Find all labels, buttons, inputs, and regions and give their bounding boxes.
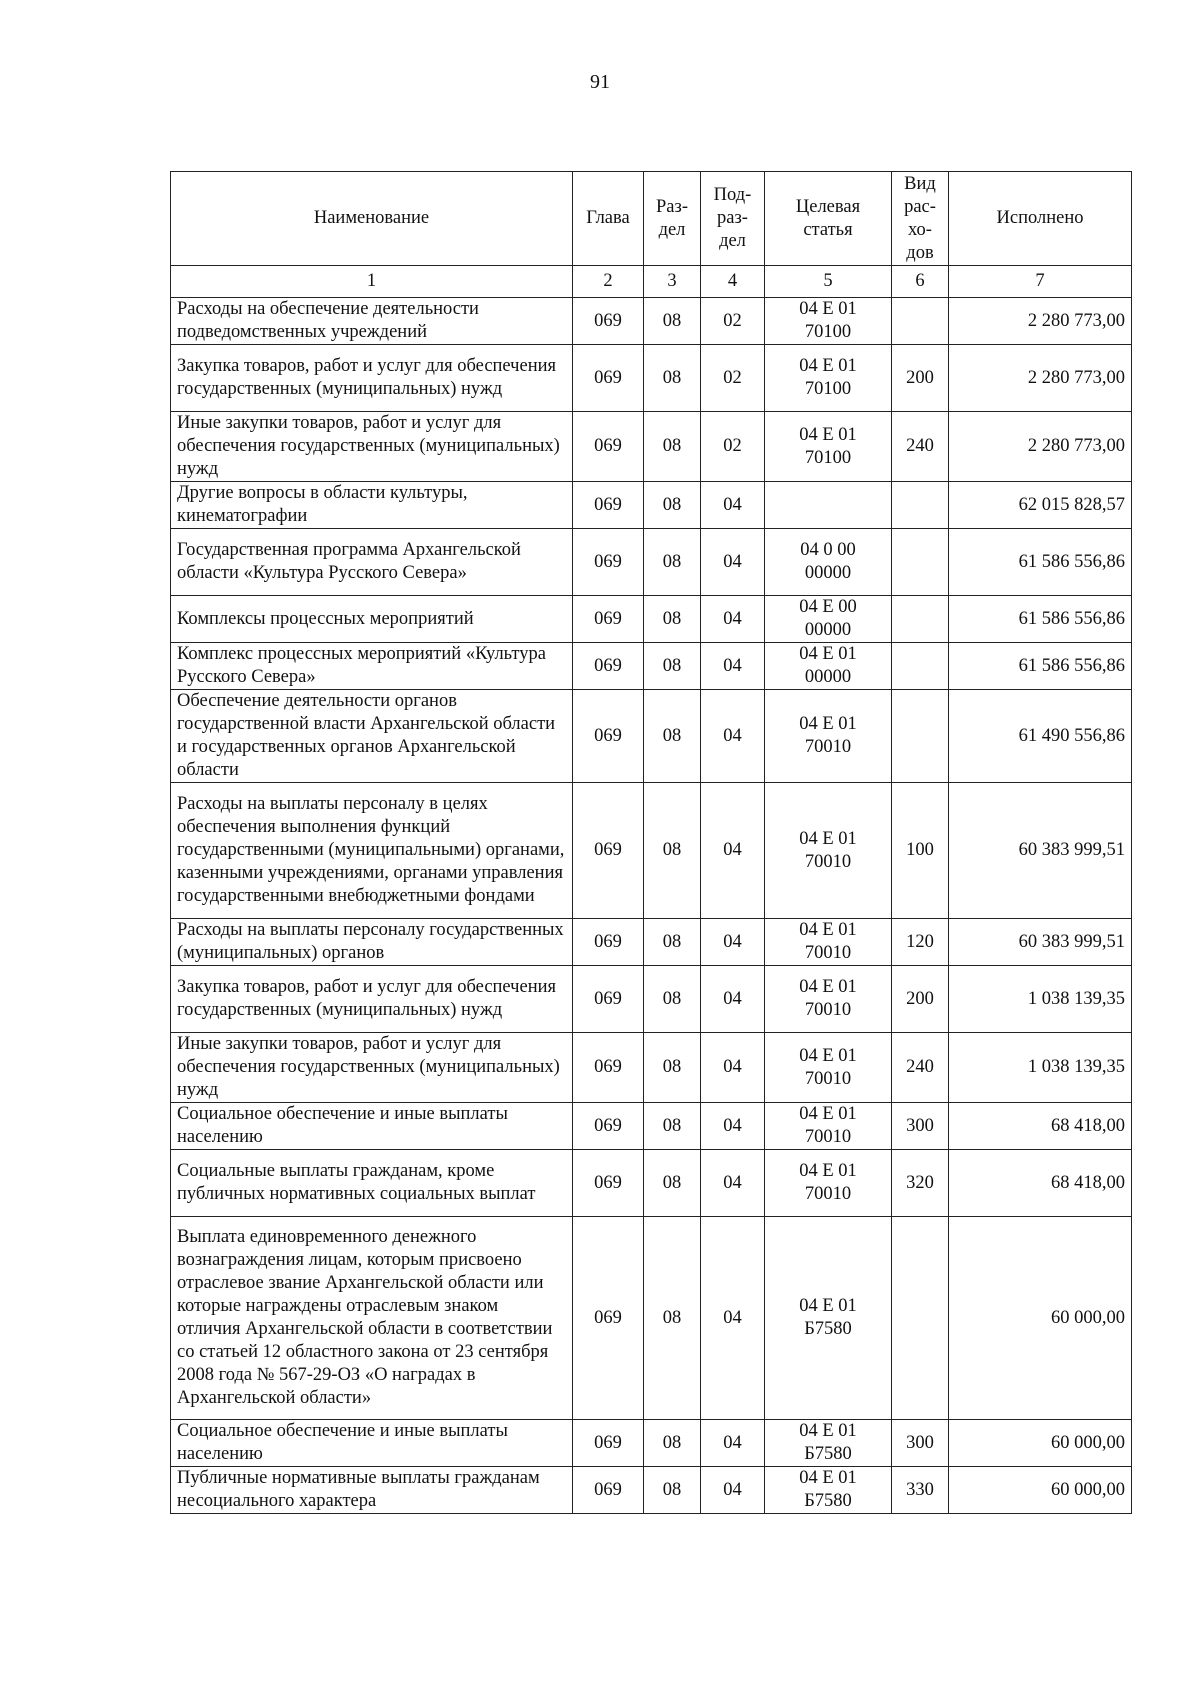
row-expense-type: 200 xyxy=(892,345,949,412)
row-section: 08 xyxy=(644,1033,701,1103)
column-number: 3 xyxy=(644,266,701,298)
row-chapter: 069 xyxy=(573,1103,644,1150)
row-chapter: 069 xyxy=(573,1420,644,1467)
row-name: Расходы на обеспечение деятельности подведомственных учреждений xyxy=(171,298,573,345)
table-row xyxy=(171,529,1132,596)
row-name: Закупка товаров, работ и услуг для обеспечения государственных (муниципальных) нужд xyxy=(171,345,573,412)
row-chapter: 069 xyxy=(573,412,644,482)
row-expense-type: 300 xyxy=(892,1420,949,1467)
row-amount: 62 015 828,57 xyxy=(949,482,1132,529)
row-amount: 2 280 773,00 xyxy=(949,345,1132,412)
table-row xyxy=(171,783,1132,919)
row-expense-type: 320 xyxy=(892,1150,949,1217)
row-expense-type xyxy=(892,298,949,345)
row-section: 08 xyxy=(644,298,701,345)
table-row xyxy=(171,1217,1132,1420)
row-target: 04 0 00 00000 xyxy=(765,529,892,596)
row-section: 08 xyxy=(644,1467,701,1514)
table-row xyxy=(171,298,1132,345)
row-chapter: 069 xyxy=(573,596,644,643)
row-expense-type xyxy=(892,596,949,643)
row-target: 04 Е 01 00000 xyxy=(765,643,892,690)
row-amount: 68 418,00 xyxy=(949,1103,1132,1150)
row-amount: 60 000,00 xyxy=(949,1420,1132,1467)
row-target: 04 Е 01 Б7580 xyxy=(765,1467,892,1514)
row-subsection: 04 xyxy=(701,1150,765,1217)
row-chapter: 069 xyxy=(573,298,644,345)
table-row xyxy=(171,1033,1132,1103)
row-name: Другие вопросы в области культуры, кинематографии xyxy=(171,482,573,529)
row-chapter: 069 xyxy=(573,1467,644,1514)
row-amount: 61 586 556,86 xyxy=(949,643,1132,690)
row-chapter: 069 xyxy=(573,690,644,783)
row-chapter: 069 xyxy=(573,783,644,919)
row-amount: 61 586 556,86 xyxy=(949,596,1132,643)
row-chapter: 069 xyxy=(573,919,644,966)
row-name: Комплекс процессных мероприятий «Культура Русского Севера» xyxy=(171,643,573,690)
column-number: 1 xyxy=(171,266,573,298)
header-name: Наименование xyxy=(171,172,573,266)
row-section: 08 xyxy=(644,596,701,643)
row-target: 04 Е 01 70010 xyxy=(765,1103,892,1150)
row-target: 04 Е 01 70010 xyxy=(765,690,892,783)
row-target: 04 Е 01 70100 xyxy=(765,412,892,482)
row-expense-type xyxy=(892,1217,949,1420)
row-target: 04 Е 01 70010 xyxy=(765,1033,892,1103)
row-section: 08 xyxy=(644,1103,701,1150)
column-number: 2 xyxy=(573,266,644,298)
row-subsection: 04 xyxy=(701,966,765,1033)
row-section: 08 xyxy=(644,1150,701,1217)
row-expense-type: 300 xyxy=(892,1103,949,1150)
row-target: 04 Е 00 00000 xyxy=(765,596,892,643)
row-section: 08 xyxy=(644,1420,701,1467)
row-target xyxy=(765,482,892,529)
row-subsection: 04 xyxy=(701,783,765,919)
row-amount: 60 000,00 xyxy=(949,1467,1132,1514)
budget-table xyxy=(170,171,1132,1514)
column-number: 7 xyxy=(949,266,1132,298)
row-section: 08 xyxy=(644,482,701,529)
row-subsection: 04 xyxy=(701,1033,765,1103)
row-expense-type: 240 xyxy=(892,1033,949,1103)
row-target: 04 Е 01 70010 xyxy=(765,1150,892,1217)
header-row xyxy=(171,172,1132,266)
row-name: Государственная программа Архангельской области «Культура Русского Севера» xyxy=(171,529,573,596)
row-expense-type xyxy=(892,482,949,529)
column-number: 4 xyxy=(701,266,765,298)
header-chapter: Глава xyxy=(573,172,644,266)
row-amount: 1 038 139,35 xyxy=(949,1033,1132,1103)
row-subsection: 04 xyxy=(701,1420,765,1467)
row-target: 04 Е 01 70010 xyxy=(765,966,892,1033)
header-executed: Исполнено xyxy=(949,172,1132,266)
table-row xyxy=(171,690,1132,783)
row-subsection: 04 xyxy=(701,529,765,596)
row-name: Закупка товаров, работ и услуг для обеспечения государственных (муниципальных) нужд xyxy=(171,966,573,1033)
row-expense-type: 120 xyxy=(892,919,949,966)
row-subsection: 04 xyxy=(701,690,765,783)
header-subsection: Под- раз- дел xyxy=(701,172,765,266)
table-body xyxy=(171,298,1132,1514)
column-number-row xyxy=(171,266,1132,298)
row-chapter: 069 xyxy=(573,966,644,1033)
table-row xyxy=(171,345,1132,412)
table-row xyxy=(171,482,1132,529)
row-chapter: 069 xyxy=(573,529,644,596)
row-section: 08 xyxy=(644,643,701,690)
row-amount: 2 280 773,00 xyxy=(949,298,1132,345)
row-amount: 68 418,00 xyxy=(949,1150,1132,1217)
row-name: Публичные нормативные выплаты гражданам несоциального характера xyxy=(171,1467,573,1514)
row-target: 04 Е 01 Б7580 xyxy=(765,1420,892,1467)
row-expense-type: 240 xyxy=(892,412,949,482)
column-number: 5 xyxy=(765,266,892,298)
row-subsection: 04 xyxy=(701,643,765,690)
table-row xyxy=(171,1467,1132,1514)
row-expense-type: 330 xyxy=(892,1467,949,1514)
row-subsection: 04 xyxy=(701,482,765,529)
table-row xyxy=(171,1150,1132,1217)
row-section: 08 xyxy=(644,966,701,1033)
row-expense-type xyxy=(892,643,949,690)
row-section: 08 xyxy=(644,345,701,412)
row-amount: 1 038 139,35 xyxy=(949,966,1132,1033)
table-row xyxy=(171,1420,1132,1467)
row-subsection: 02 xyxy=(701,345,765,412)
table-row xyxy=(171,596,1132,643)
row-amount: 60 000,00 xyxy=(949,1217,1132,1420)
row-target: 04 Е 01 70100 xyxy=(765,345,892,412)
row-section: 08 xyxy=(644,1217,701,1420)
row-chapter: 069 xyxy=(573,1150,644,1217)
row-target: 04 Е 01 70100 xyxy=(765,298,892,345)
row-chapter: 069 xyxy=(573,1217,644,1420)
row-chapter: 069 xyxy=(573,1033,644,1103)
row-name: Иные закупки товаров, работ и услуг для обеспечения государственных (муниципальных) нужд xyxy=(171,412,573,482)
row-section: 08 xyxy=(644,919,701,966)
row-name: Социальные выплаты гражданам, кроме публичных нормативных социальных выплат xyxy=(171,1150,573,1217)
row-name: Расходы на выплаты персоналу в целях обеспечения выполнения функций государственными (муниципальными) органами, казенными учреждениями, органами управления государственными внебюджетными фондами xyxy=(171,783,573,919)
row-section: 08 xyxy=(644,412,701,482)
row-name: Социальное обеспечение и иные выплаты населению xyxy=(171,1420,573,1467)
row-subsection: 04 xyxy=(701,1467,765,1514)
row-name: Социальное обеспечение и иные выплаты населению xyxy=(171,1103,573,1150)
row-section: 08 xyxy=(644,529,701,596)
row-name: Выплата единовременного денежного вознаграждения лицам, которым присвоено отраслевое звание Архангельской области или которые награждены отраслевым знаком отличия Архангельской области в соответствии со статьей 12 областного закона от 23 сентября 2008 года № 567-29-ОЗ «О наградах в Архангельской области» xyxy=(171,1217,573,1420)
page-number: 91 xyxy=(590,71,610,93)
row-chapter: 069 xyxy=(573,482,644,529)
row-chapter: 069 xyxy=(573,643,644,690)
row-name: Комплексы процессных мероприятий xyxy=(171,596,573,643)
row-amount: 2 280 773,00 xyxy=(949,412,1132,482)
table-row xyxy=(171,966,1132,1033)
row-expense-type xyxy=(892,690,949,783)
row-section: 08 xyxy=(644,783,701,919)
row-amount: 61 490 556,86 xyxy=(949,690,1132,783)
row-amount: 60 383 999,51 xyxy=(949,783,1132,919)
row-amount: 60 383 999,51 xyxy=(949,919,1132,966)
header-section: Раз- дел xyxy=(644,172,701,266)
row-target: 04 Е 01 70010 xyxy=(765,783,892,919)
row-target: 04 Е 01 Б7580 xyxy=(765,1217,892,1420)
row-expense-type: 100 xyxy=(892,783,949,919)
row-name: Обеспечение деятельности органов государственной власти Архангельской области и государственных органов Архангельской области xyxy=(171,690,573,783)
row-expense-type: 200 xyxy=(892,966,949,1033)
table-row xyxy=(171,412,1132,482)
row-expense-type xyxy=(892,529,949,596)
column-number: 6 xyxy=(892,266,949,298)
row-subsection: 04 xyxy=(701,1217,765,1420)
row-subsection: 04 xyxy=(701,919,765,966)
row-section: 08 xyxy=(644,690,701,783)
header-expense-type: Вид рас- хо- дов xyxy=(892,172,949,266)
header-target: Целевая статья xyxy=(765,172,892,266)
row-name: Иные закупки товаров, работ и услуг для обеспечения государственных (муниципальных) нужд xyxy=(171,1033,573,1103)
row-subsection: 04 xyxy=(701,596,765,643)
table-row xyxy=(171,643,1132,690)
row-chapter: 069 xyxy=(573,345,644,412)
table-row xyxy=(171,919,1132,966)
row-subsection: 02 xyxy=(701,298,765,345)
table-row xyxy=(171,1103,1132,1150)
row-subsection: 04 xyxy=(701,1103,765,1150)
row-name: Расходы на выплаты персоналу государственных (муниципальных) органов xyxy=(171,919,573,966)
row-target: 04 Е 01 70010 xyxy=(765,919,892,966)
row-amount: 61 586 556,86 xyxy=(949,529,1132,596)
row-subsection: 02 xyxy=(701,412,765,482)
